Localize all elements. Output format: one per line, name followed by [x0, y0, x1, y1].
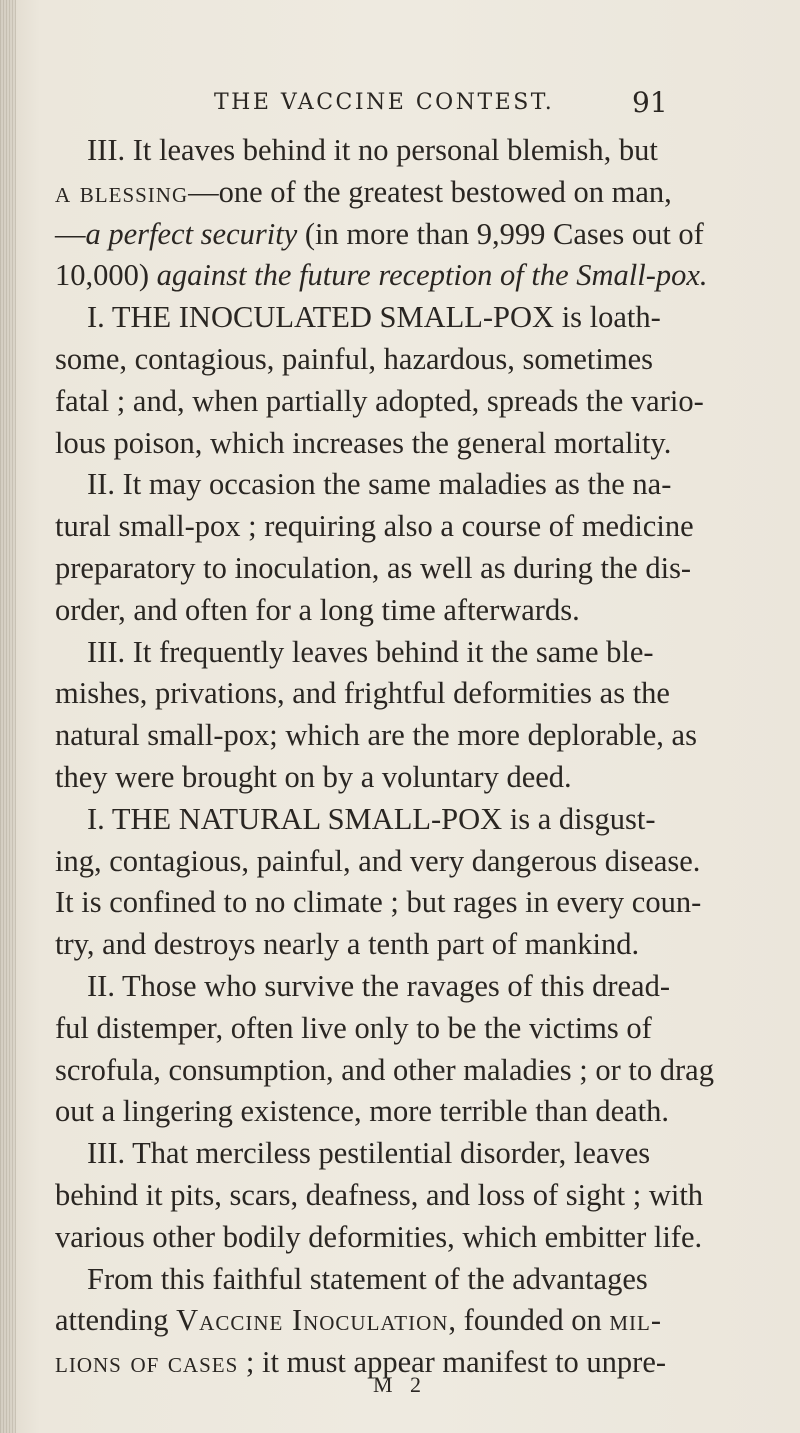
body-text [55, 130, 745, 1384]
text-segment: II. It may occasion the same maladies as the na- [87, 467, 672, 502]
page-number: 91 [632, 86, 668, 119]
small-caps-text: mil- [609, 1303, 663, 1338]
text-segment: 10,000) [55, 258, 157, 293]
text-line [55, 715, 745, 757]
text-segment: some, contagious, painful, hazardous, sometimes [55, 341, 654, 376]
text-segment: attending [55, 1303, 177, 1338]
text-segment: I. THE NATURAL SMALL-POX is a disgust- [87, 801, 656, 836]
text-segment: From this faithful statement of the advantages [87, 1261, 648, 1296]
text-segment: ing, contagious, painful, and very dangerous disease. [55, 843, 701, 878]
text-segment: III. That merciless pestilential disorder, leaves [87, 1136, 651, 1171]
text-line [55, 506, 745, 548]
text-segment: (in more than 9,999 Cases out of [297, 216, 704, 251]
text-segment: scrofula, consumption, and other maladies ; or to drag [55, 1052, 714, 1087]
text-segment: , founded on [448, 1303, 610, 1338]
text-line [55, 1300, 745, 1342]
text-line [55, 172, 745, 214]
text-line [55, 214, 745, 256]
text-line [55, 966, 745, 1008]
text-line [55, 1133, 745, 1175]
text-line [55, 1217, 745, 1259]
text-segment: natural small-pox; which are the more deplorable, as [55, 718, 697, 753]
text-segment: ; it must appear manifest to unpre- [238, 1345, 667, 1380]
text-line [55, 924, 745, 966]
text-line [55, 548, 745, 590]
running-title: THE VACCINE CONTEST. [214, 90, 555, 115]
text-line [55, 1091, 745, 1133]
binding-edge [0, 0, 16, 1433]
text-line [55, 673, 745, 715]
text-segment: I. THE INOCULATED SMALL-POX is loath- [87, 300, 661, 335]
text-segment: — [55, 216, 86, 251]
text-segment: order, and often for a long time afterwards. [55, 592, 580, 627]
text-line [55, 381, 745, 423]
text-segment: tural small-pox ; requiring also a course of medicine [55, 509, 694, 544]
small-caps-text: lions of cases [55, 1345, 239, 1380]
text-line [55, 255, 745, 297]
italic-text: a perfect security [85, 216, 298, 251]
text-segment: various other bodily deformities, which embitter life. [55, 1219, 703, 1254]
text-segment: try, and destroys nearly a tenth part of mankind. [55, 927, 640, 962]
text-segment: fatal ; and, when partially adopted, spreads the vario- [55, 383, 704, 418]
text-line [55, 841, 745, 883]
text-segment: behind it pits, scars, deafness, and loss of sight ; with [55, 1177, 704, 1212]
text-line [55, 1008, 745, 1050]
text-line [55, 1259, 745, 1301]
text-line [55, 1050, 745, 1092]
text-segment: mishes, privations, and frightful deformities as the [55, 676, 670, 711]
text-line [55, 882, 745, 924]
text-line [55, 130, 745, 172]
text-line [55, 799, 745, 841]
text-segment: lous poison, which increases the general mortality. [55, 425, 672, 460]
small-caps-text: a blessing [55, 174, 189, 209]
small-caps-text: Vaccine Inoculation [176, 1303, 449, 1338]
text-segment: —one of the greatest bestowed on man, [188, 174, 672, 209]
text-segment: III. It frequently leaves behind it the same ble- [87, 634, 654, 669]
text-segment: ful distemper, often live only to be the victims of [55, 1010, 652, 1045]
page-header [0, 86, 800, 126]
text-line [55, 632, 745, 674]
text-line [55, 1175, 745, 1217]
text-line [55, 297, 745, 339]
text-line [55, 423, 745, 465]
text-segment: they were brought on by a voluntary deed. [55, 759, 572, 794]
text-line [55, 339, 745, 381]
italic-text: against the future reception of the Small-pox. [156, 258, 708, 293]
text-segment: It is confined to no climate ; but rages in every coun- [55, 885, 702, 920]
text-segment: out a lingering existence, more terrible than death. [55, 1094, 670, 1129]
text-line [55, 757, 745, 799]
text-line [55, 464, 745, 506]
text-line [55, 590, 745, 632]
text-segment: II. Those who survive the ravages of this dread- [87, 968, 670, 1003]
text-segment: III. It leaves behind it no personal blemish, but [87, 133, 658, 167]
signature-mark: M 2 [372, 1372, 428, 1397]
text-segment: preparatory to inoculation, as well as during the dis- [55, 550, 692, 585]
